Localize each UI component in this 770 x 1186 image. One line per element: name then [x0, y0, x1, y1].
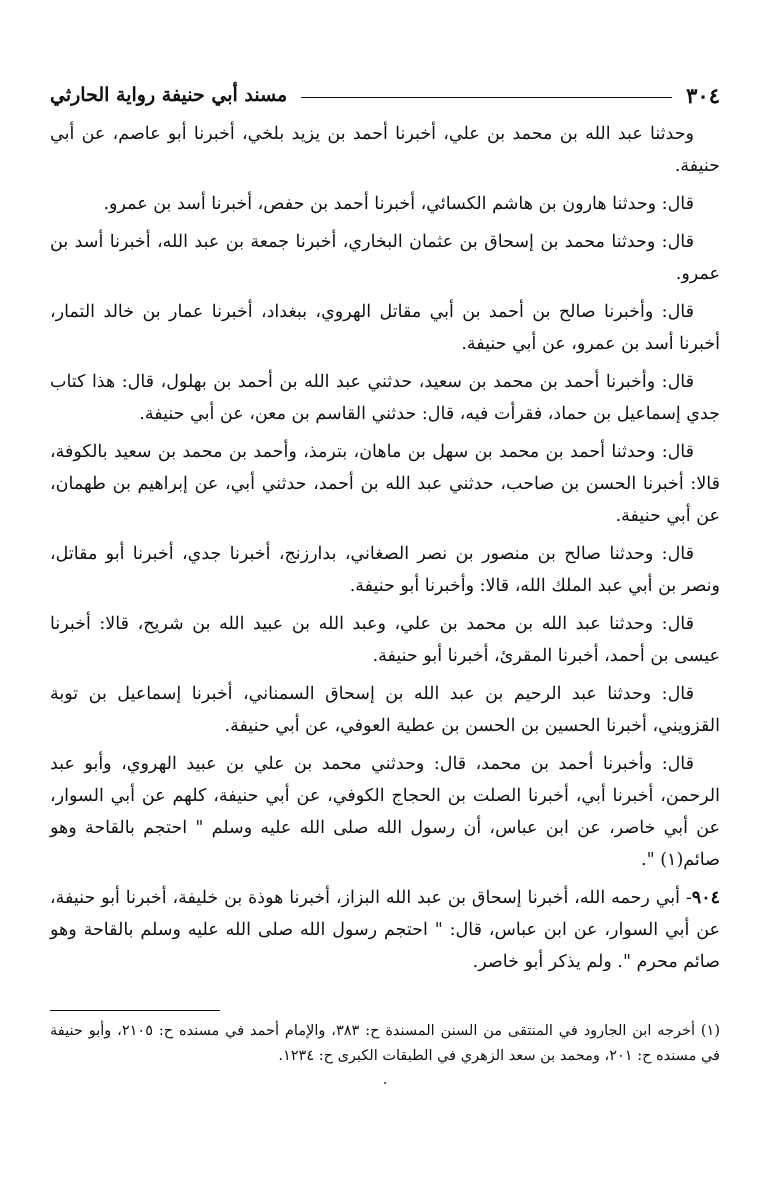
- paragraph: وحدثنا عبد الله بن محمد بن علي، أخبرنا أحمد بن يزيد بلخي، أخبرنا أبو عاصم، عن أبي حنيفة.: [50, 124, 720, 176]
- paragraph: قال: وأخبرنا صالح بن أحمد بن أبي مقاتل الهروي، ببغداد، أخبرنا عمار بن خالد التمار، أخبرنا أسد بن عمرو، عن أبي حنيفة.: [50, 302, 720, 354]
- page-speck: [384, 1082, 386, 1084]
- page: [50, 78, 720, 984]
- paragraph: قال: وحدثنا هارون بن هاشم الكسائي، أخبرنا أحمد بن حفص، أخبرنا أسد بن عمرو.: [103, 194, 694, 214]
- page-body: [50, 118, 720, 978]
- footnotes: [50, 1010, 720, 1069]
- footnote: (١) أخرجه ابن الجارود في المنتقى من السنن المسندة ح: ٣٨٣، والإمام أحمد في مسنده ح: ٢١٠٥، وأبو حنيفة في مسنده ح: ٢٠١، ومحمد بن سعد الزهري في الطبقات الكبرى ح: ١٢٣٤.: [50, 1023, 720, 1064]
- header-rule: [301, 97, 672, 98]
- page-number: ٣٠٤: [686, 82, 720, 108]
- paragraph: قال: وحدثنا عبد الله بن محمد بن علي، وعبد الله بن عبيد الله بن شريح، قالا: أخبرنا عيسى بن أحمد، أخبرنا المقرئ، أخبرنا أبو حنيفة.: [50, 614, 720, 666]
- running-title: مسند أبي حنيفة رواية الحارثي: [50, 84, 288, 106]
- paragraph: قال: وحدثنا محمد بن إسحاق بن عثمان البخاري، أخبرنا جمعة بن عبد الله، أخبرنا أسد بن عمرو.: [50, 232, 720, 284]
- paragraph: قال: وحدثنا أحمد بن محمد بن سهل بن ماهان، بترمذ، وأحمد بن محمد بن سعيد بالكوفة، قالا: أخبرنا الحسن بن صاحب، حدثني عبد الله بن أحمد، حدثني أبي، عن إبراهيم بن طهمان، عن أبي حنيفة.: [50, 442, 720, 526]
- footnote-rule: [50, 1010, 220, 1011]
- paragraph: قال: وحدثنا صالح بن منصور بن نصر الصغاني، بدارزنج، أخبرنا جدي، أخبرنا أبو مقاتل، ونصر بن أبي عبد الملك الله، قالا: وأخبرنا أبو حنيفة.: [50, 544, 720, 596]
- hadith-number: ٩٠٤: [691, 888, 720, 908]
- running-header: [50, 78, 720, 112]
- paragraph: قال: وأخبرنا أحمد بن محمد بن سعيد، حدثني عبد الله بن أحمد بن بهلول، قال: هذا كتاب جدي إسماعيل بن حماد، فقرأت فيه، قال: حدثني القاسم بن معن، عن أبي حنيفة.: [50, 372, 720, 424]
- hadith-entry: [50, 882, 720, 978]
- paragraph: قال: وأخبرنا أحمد بن محمد، قال: وحدثني محمد بن علي بن عبيد الهروي، وأبو عبد الرحمن، أخبرنا أبي، أخبرنا الصلت بن الحجاج الكوفي، عن أبي حنيفة، كلهم عن أبي السوار، عن أبي خاصر، عن ابن عباس، أن رسول الله صلى الله عليه وسلم " احتجم بالقاحة وهو صائم(١) ".: [50, 754, 720, 870]
- hadith-text: - أبي رحمه الله، أخبرنا إسحاق بن عبد الله البزاز، أخبرنا هوذة بن خليفة، أخبرنا أبو حنيفة، عن أبي السوار، عن ابن عباس، قال: " احتجم رسول الله صلى الله عليه وسلم بالقاحة وهو صائم محرم ". ولم يذكر أبو خاصر.: [50, 888, 720, 972]
- paragraph: قال: وحدثنا عبد الرحيم بن عبد الله بن إسحاق السمناني، أخبرنا إسماعيل بن توبة القزويني، أخبرنا الحسين بن الحسن بن عطية العوفي، عن أبي حنيفة.: [50, 684, 720, 736]
